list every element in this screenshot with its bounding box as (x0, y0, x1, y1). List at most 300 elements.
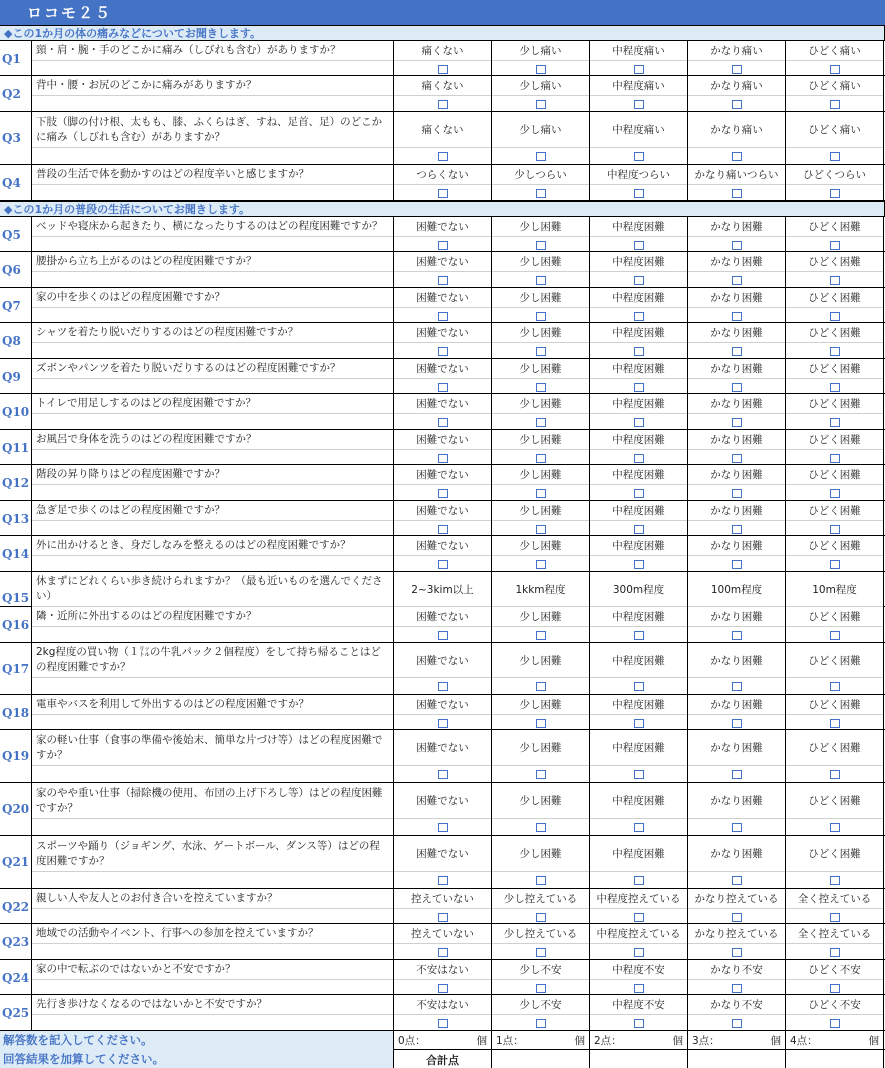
checkbox-icon[interactable] (438, 418, 448, 427)
option-cell (688, 501, 786, 537)
section-header: ◆この1か月の普段の生活についてお聞きします。 (0, 201, 885, 217)
checkbox-icon[interactable] (732, 312, 742, 321)
option-cell (394, 359, 492, 395)
option-check-cell (688, 96, 785, 112)
checkbox-icon[interactable] (634, 152, 644, 161)
question-row (0, 501, 885, 536)
question-text-cell (32, 394, 394, 430)
option-cell (786, 730, 884, 782)
checkbox-icon[interactable] (830, 65, 840, 74)
option-check-cell (786, 627, 883, 643)
question-spacer (32, 61, 393, 77)
checkbox-icon[interactable] (536, 489, 546, 498)
checkbox-icon[interactable] (536, 418, 546, 427)
option-label: 少し痛い (492, 41, 589, 61)
option-label: かなり困難 (688, 252, 785, 272)
option-check-cell (590, 909, 687, 925)
option-check-cell (394, 414, 491, 430)
checkbox-icon[interactable] (634, 65, 644, 74)
option-label: かなり痛い (688, 76, 785, 96)
checkbox-icon[interactable] (634, 489, 644, 498)
option-check-cell (492, 1015, 589, 1031)
checkbox-icon[interactable] (438, 913, 448, 922)
option-label: ひどく不安 (786, 995, 883, 1015)
option-check-cell (688, 678, 785, 694)
checkbox-icon[interactable] (438, 948, 448, 957)
option-cell (590, 41, 688, 77)
checkbox-icon[interactable] (634, 770, 644, 779)
option-check-cell (394, 1015, 491, 1031)
option-cell (786, 607, 884, 643)
checkbox-icon[interactable] (634, 383, 644, 392)
option-check-cell (786, 909, 883, 925)
checkbox-icon[interactable] (536, 719, 546, 728)
checkbox-icon[interactable] (438, 823, 448, 832)
checkbox-icon[interactable] (438, 189, 448, 198)
option-label: かなり困難 (688, 783, 785, 819)
option-label: 中程度困難 (590, 536, 687, 556)
question-row (0, 536, 885, 572)
checkbox-icon[interactable] (634, 682, 644, 691)
option-label: ひどくつらい (786, 165, 883, 185)
checkbox-icon[interactable] (732, 631, 742, 640)
unit-label: 個 (574, 1035, 585, 1047)
question-text-cell (32, 995, 394, 1031)
option-check-cell (394, 185, 491, 201)
option-label: 中程度困難 (590, 323, 687, 343)
question-text: 外に出かけるとき、身だしなみを整えるのはどの程度困難ですか？ (32, 536, 393, 556)
checkbox-icon[interactable] (536, 631, 546, 640)
option-label: 少し困難 (492, 430, 589, 450)
option-cell (786, 217, 884, 253)
checkbox-icon[interactable] (830, 631, 840, 640)
option-label: ひどく痛い (786, 76, 883, 96)
option-label: 困難でない (394, 252, 491, 272)
checkbox-icon[interactable] (830, 770, 840, 779)
question-text-cell (32, 112, 394, 164)
option-label: 中程度困難 (590, 836, 687, 872)
option-check-cell (590, 96, 687, 112)
option-check-cell (492, 556, 589, 572)
checkbox-icon[interactable] (438, 770, 448, 779)
checkbox-icon[interactable] (536, 984, 546, 993)
question-row (0, 695, 885, 730)
question-row (0, 112, 885, 165)
question-row (0, 607, 885, 643)
checkbox-icon[interactable] (732, 823, 742, 832)
checkbox-icon[interactable] (536, 276, 546, 285)
option-check-cell (492, 872, 589, 888)
question-spacer (32, 185, 393, 201)
checkbox-icon[interactable] (830, 719, 840, 728)
option-label: ひどく痛い (786, 41, 883, 61)
option-check-cell (786, 980, 883, 996)
option-cell (786, 430, 884, 466)
checkbox-icon[interactable] (438, 719, 448, 728)
checkbox-icon[interactable] (732, 770, 742, 779)
checkbox-icon[interactable] (732, 241, 742, 250)
option-label: かなり困難 (688, 695, 785, 715)
option-cell (786, 889, 884, 925)
question-number: Q23 (0, 924, 32, 960)
option-check-cell (688, 148, 785, 164)
option-label: ひどく困難 (786, 323, 883, 343)
checkbox-icon[interactable] (732, 454, 742, 463)
checkbox-icon[interactable] (732, 948, 742, 957)
checkbox-icon[interactable] (830, 984, 840, 993)
checkbox-icon[interactable] (438, 631, 448, 640)
checkbox-icon[interactable] (830, 1019, 840, 1028)
checkbox-icon[interactable] (536, 347, 546, 356)
option-check-cell (590, 819, 687, 835)
checkbox-icon[interactable] (732, 682, 742, 691)
checkbox-icon[interactable] (732, 525, 742, 534)
checkbox-icon[interactable] (536, 454, 546, 463)
checkbox-icon[interactable] (536, 100, 546, 109)
option-check-cell (786, 379, 883, 395)
question-number: Q10 (0, 394, 32, 430)
checkbox-icon[interactable] (536, 525, 546, 534)
question-row (0, 783, 885, 836)
option-label: かなり不安 (688, 995, 785, 1015)
option-check-cell (688, 627, 785, 643)
option-check-cell (492, 272, 589, 288)
checkbox-icon[interactable] (732, 189, 742, 198)
sheet-title: ロコモ２５ (0, 0, 885, 25)
option-check-cell (590, 556, 687, 572)
question-text: スポーツや踊り（ジョギング、水泳、ゲートボール、ダンス等）はどの程度困難ですか？ (32, 836, 393, 872)
checkbox-icon[interactable] (536, 876, 546, 885)
question-spacer (32, 1015, 393, 1031)
checkbox-icon[interactable] (732, 65, 742, 74)
question-text-cell (32, 76, 394, 112)
checkbox-icon[interactable] (830, 682, 840, 691)
count-cell[interactable] (492, 1031, 590, 1050)
checkbox-icon[interactable] (438, 312, 448, 321)
option-label: ひどく不安 (786, 960, 883, 980)
option-cell (492, 783, 590, 835)
option-check-cell (492, 450, 589, 466)
checkbox-icon[interactable] (732, 913, 742, 922)
checkbox-icon[interactable] (634, 631, 644, 640)
question-row (0, 465, 885, 501)
option-check-cell (786, 272, 883, 288)
checkbox-icon[interactable] (634, 312, 644, 321)
count-row (0, 1031, 885, 1050)
option-check-cell (492, 414, 589, 430)
question-row (0, 359, 885, 394)
option-check-cell (394, 379, 491, 395)
option-check-cell (688, 819, 785, 835)
option-label: 中程度痛い (590, 41, 687, 61)
checkbox-icon[interactable] (732, 100, 742, 109)
option-check-cell (590, 272, 687, 288)
checkbox-icon[interactable] (536, 770, 546, 779)
question-text-cell (32, 501, 394, 537)
checkbox-icon[interactable] (438, 984, 448, 993)
option-check-cell (688, 379, 785, 395)
total-label: 合計点 (394, 1050, 492, 1068)
question-number: Q25 (0, 995, 32, 1031)
checkbox-icon[interactable] (536, 682, 546, 691)
checkbox-icon[interactable] (634, 454, 644, 463)
option-label: かなり困難 (688, 359, 785, 379)
option-label: 困難でない (394, 730, 491, 766)
option-label: 中程度不安 (590, 995, 687, 1015)
checkbox-icon[interactable] (732, 383, 742, 392)
question-text: 背中・腰・お尻のどこかに痛みがありますか？ (32, 76, 393, 96)
question-text: 電車やバスを利用して外出するのはどの程度困難ですか？ (32, 695, 393, 715)
option-label: 困難でない (394, 288, 491, 308)
checkbox-icon[interactable] (634, 525, 644, 534)
checkbox-icon[interactable] (438, 1019, 448, 1028)
option-cell (786, 695, 884, 731)
question-text-cell (32, 836, 394, 888)
question-number: Q14 (0, 536, 32, 572)
checkbox-icon[interactable] (634, 948, 644, 957)
option-cell (688, 960, 786, 996)
option-label: 中程度控えている (590, 889, 687, 909)
question-spacer (32, 343, 393, 359)
option-label: 10m程度 (786, 572, 883, 607)
checkbox-icon[interactable] (732, 719, 742, 728)
checkbox-icon[interactable] (438, 152, 448, 161)
option-cell (394, 430, 492, 466)
checkbox-icon[interactable] (830, 152, 840, 161)
option-label: 少し困難 (492, 836, 589, 872)
option-label: ひどく困難 (786, 836, 883, 872)
checkbox-icon[interactable] (536, 560, 546, 569)
checkbox-icon[interactable] (634, 1019, 644, 1028)
question-number: Q8 (0, 323, 32, 359)
checkbox-icon[interactable] (634, 100, 644, 109)
option-check-cell (786, 414, 883, 430)
option-label: 困難でない (394, 783, 491, 819)
checkbox-icon[interactable] (634, 913, 644, 922)
question-text-cell (32, 730, 394, 782)
checkbox-icon[interactable] (536, 241, 546, 250)
option-label: 困難でない (394, 217, 491, 237)
checkbox-icon[interactable] (634, 719, 644, 728)
option-cell (688, 394, 786, 430)
option-label: かなり痛い (688, 112, 785, 148)
checkbox-icon[interactable] (732, 489, 742, 498)
question-row (0, 252, 885, 288)
checkbox-icon[interactable] (438, 347, 448, 356)
option-label: 困難でない (394, 501, 491, 521)
option-cell (786, 465, 884, 501)
checkbox-icon[interactable] (830, 383, 840, 392)
checkbox-icon[interactable] (830, 276, 840, 285)
checkbox-icon[interactable] (536, 65, 546, 74)
option-cell (492, 394, 590, 430)
option-check-cell (590, 678, 687, 694)
checkbox-icon[interactable] (536, 383, 546, 392)
question-number: Q19 (0, 730, 32, 782)
checkbox-icon[interactable] (438, 383, 448, 392)
option-cell (590, 501, 688, 537)
question-text: 階段の昇り降りはどの程度困難ですか？ (32, 465, 393, 485)
checkbox-icon[interactable] (438, 65, 448, 74)
question-text: 腰掛から立ち上がるのはどの程度困難ですか？ (32, 252, 393, 272)
checkbox-icon[interactable] (830, 913, 840, 922)
option-cell (688, 430, 786, 466)
question-row (0, 288, 885, 323)
question-row (0, 165, 885, 201)
option-label: 少し控えている (492, 889, 589, 909)
checkbox-icon[interactable] (732, 876, 742, 885)
question-number: Q3 (0, 112, 32, 164)
option-label: 不安はない (394, 960, 491, 980)
checkbox-icon[interactable] (830, 823, 840, 832)
checkbox-icon[interactable] (830, 489, 840, 498)
question-text: 親しい人や友人とのお付き合いを控えていますか？ (32, 889, 393, 909)
checkbox-icon[interactable] (634, 418, 644, 427)
checkbox-icon[interactable] (732, 984, 742, 993)
question-number: Q1 (0, 41, 32, 77)
option-check-cell (590, 308, 687, 324)
option-check-cell (688, 521, 785, 537)
option-check-cell (394, 308, 491, 324)
checkbox-icon[interactable] (830, 312, 840, 321)
question-spacer (32, 627, 393, 643)
checkbox-icon[interactable] (438, 876, 448, 885)
checkbox-icon[interactable] (634, 276, 644, 285)
checkbox-icon[interactable] (732, 560, 742, 569)
unit-label: 個 (868, 1035, 879, 1047)
option-check-cell (590, 980, 687, 996)
checkbox-icon[interactable] (536, 823, 546, 832)
option-check-cell (786, 678, 883, 694)
checkbox-icon[interactable] (438, 241, 448, 250)
checkbox-icon[interactable] (830, 525, 840, 534)
checkbox-icon[interactable] (830, 560, 840, 569)
option-check-cell (492, 237, 589, 253)
checkbox-icon[interactable] (536, 152, 546, 161)
option-label: 中程度つらい (590, 165, 687, 185)
option-check-cell (688, 980, 785, 996)
option-cell (590, 536, 688, 572)
option-label: ひどく困難 (786, 217, 883, 237)
checkbox-icon[interactable] (732, 152, 742, 161)
option-cell (492, 217, 590, 253)
checkbox-icon[interactable] (438, 454, 448, 463)
checkbox-icon[interactable] (438, 682, 448, 691)
question-number: Q16 (0, 607, 32, 643)
count-cell[interactable] (786, 1031, 884, 1050)
checkbox-icon[interactable] (830, 876, 840, 885)
points-label: 3点： (692, 1035, 720, 1047)
checkbox-icon[interactable] (438, 276, 448, 285)
option-label: 不安はない (394, 995, 491, 1015)
option-cell (688, 112, 786, 164)
checkbox-icon[interactable] (732, 276, 742, 285)
count-cell[interactable] (394, 1031, 492, 1050)
checkbox-icon[interactable] (830, 241, 840, 250)
option-label: 少し困難 (492, 501, 589, 521)
option-cell (688, 252, 786, 288)
option-label: ひどく困難 (786, 465, 883, 485)
option-cell (688, 607, 786, 643)
question-number: Q21 (0, 836, 32, 888)
option-label: 少し控えている (492, 924, 589, 944)
checkbox-icon[interactable] (830, 347, 840, 356)
checkbox-icon[interactable] (634, 984, 644, 993)
option-check-cell (688, 450, 785, 466)
option-cell (590, 607, 688, 643)
checkbox-icon[interactable] (634, 241, 644, 250)
checkbox-icon[interactable] (830, 189, 840, 198)
option-cell (492, 995, 590, 1031)
question-text: お風呂で身体を洗うのはどの程度困難ですか？ (32, 430, 393, 450)
total-value-cell[interactable] (492, 1050, 590, 1068)
option-cell (590, 252, 688, 288)
count-cell[interactable] (590, 1031, 688, 1050)
option-check-cell (492, 61, 589, 77)
option-label: 困難でない (394, 695, 491, 715)
checkbox-icon[interactable] (634, 347, 644, 356)
checkbox-icon[interactable] (732, 418, 742, 427)
checkbox-icon[interactable] (536, 312, 546, 321)
option-cell (394, 165, 492, 201)
checkbox-icon[interactable] (830, 418, 840, 427)
option-label: 中程度困難 (590, 695, 687, 715)
checkbox-icon[interactable] (536, 189, 546, 198)
checkbox-icon[interactable] (732, 347, 742, 356)
checkbox-icon[interactable] (830, 948, 840, 957)
option-label: かなり痛い (688, 41, 785, 61)
checkbox-icon[interactable] (634, 189, 644, 198)
option-label: かなり控えている (688, 924, 785, 944)
option-cell (688, 783, 786, 835)
checkbox-icon[interactable] (438, 525, 448, 534)
option-check-cell (394, 872, 491, 888)
checkbox-icon[interactable] (438, 560, 448, 569)
count-cell[interactable] (688, 1031, 786, 1050)
checkbox-icon[interactable] (830, 100, 840, 109)
question-spacer (32, 766, 393, 782)
checkbox-icon[interactable] (830, 454, 840, 463)
option-cell (590, 112, 688, 164)
option-label: 困難でない (394, 465, 491, 485)
option-cell (590, 323, 688, 359)
option-cell (590, 995, 688, 1031)
checkbox-icon[interactable] (634, 560, 644, 569)
option-check-cell (688, 872, 785, 888)
option-check-cell (492, 379, 589, 395)
checkbox-icon[interactable] (732, 1019, 742, 1028)
option-label: 中程度困難 (590, 501, 687, 521)
checkbox-icon[interactable] (536, 913, 546, 922)
option-label: かなり困難 (688, 607, 785, 627)
option-cell (688, 536, 786, 572)
option-check-cell (786, 872, 883, 888)
option-check-cell (688, 909, 785, 925)
option-check-cell (786, 521, 883, 537)
checkbox-icon[interactable] (438, 100, 448, 109)
option-check-cell (786, 1015, 883, 1031)
checkbox-icon[interactable] (634, 823, 644, 832)
option-label: 少し不安 (492, 960, 589, 980)
checkbox-icon[interactable] (634, 876, 644, 885)
option-cell (394, 836, 492, 888)
option-check-cell (688, 185, 785, 201)
option-cell (394, 695, 492, 731)
option-label: 少し困難 (492, 695, 589, 715)
checkbox-icon[interactable] (438, 489, 448, 498)
checkbox-icon[interactable] (536, 948, 546, 957)
checkbox-icon[interactable] (536, 1019, 546, 1028)
